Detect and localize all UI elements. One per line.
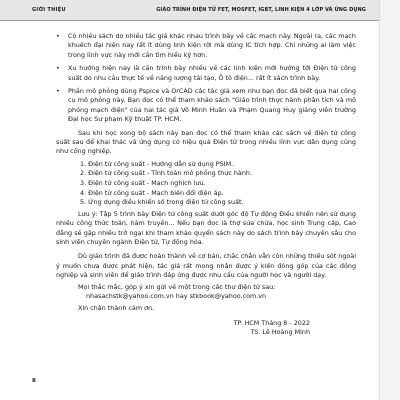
bullet-icon: •	[56, 87, 60, 96]
page-body	[56, 32, 356, 338]
bullet-text: Có nhiều sách do nhiều tác giả khác nhau trình bày về các mạch này. Ngoài ra, các mạch khuếch đại hiện nay rất ít dùng linh kiện rời mà dùng IC tích hợp. Chỉ những ai làm việc trong lĩnh vực này mới cần tìm hiểu kỹ hơn.	[68, 32, 356, 59]
contact-paragraph: Mọi thắc mắc, góp ý xin gửi về một trong các thư điện tử sau:	[78, 282, 276, 291]
closing-paragraph: Dù giáo trình đã được hoàn thành về cơ bản, chắc chắn vẫn còn những thiếu sót ngoài ý muốn chưa được phát hiện, tác giả rất mong nhận được ý kiến đóng góp của các đồng nghiệp và sinh viên để giáo trình đáp ứng được nhu cầu của người học và người dạy.	[56, 252, 356, 280]
bullet-text: Phần mô phỏng dùng Pspice và OrCAD các tác giả xem như bạn đọc đã biết qua hai công cụ mô phỏng này. Bạn đọc có thể tham khảo sách "Giáo trình thực hành phân tích và mô phỏng mạch điện" của hai tác giả Võ Minh Huân và Phạm Quang Huy giảng viên trường Đại học Sư phạm Kỹ thuật TP. HCM.	[68, 87, 356, 124]
thanks-line: Xin chân thành cảm ơn.	[78, 303, 155, 312]
contact-emails: nhasachstk@yahoo.com.vn hay stkbook@yahoo.com.vn	[86, 292, 267, 301]
signature-author: TS. Lê Hoàng Minh	[250, 328, 310, 337]
signature-date: TP. HCM Tháng 8 - 2022	[233, 318, 310, 327]
bullet-item	[56, 64, 356, 83]
page-number: 8	[32, 378, 36, 384]
bullet-item	[56, 32, 356, 60]
bullet-icon: •	[56, 32, 60, 40]
bullet-item	[56, 87, 356, 125]
header-book-title: GIÁO TRÌNH ĐIỆN TỬ FET, MOSFET, IGBT, LINH KIỆN 4 LỚP VÀ ỨNG DỤNG	[156, 7, 366, 13]
note-paragraph: Lưu ý: Tập 5 trình bày Điện tử công suất dưới góc độ Tự động Điều khiển nên sử dụng nhiều công thức toán, hàm truyền... Nếu bạn đọc là thợ sửa chữa, học sinh Trung cấp, Cao đẳng sẽ gặp nhiều trở ngại khi tham khảo quyển sách này do sách trình bày chuyên sâu cho sinh viên chuyên ngành Điện tử, Tự động hóa.	[56, 209, 356, 247]
header-section-title: GIỚI THIỆU	[32, 7, 66, 13]
page-edge	[379, 0, 400, 400]
reference-item: 1. Điện tử công suất - Hướng dẫn sử dụng PSIM.	[80, 159, 234, 168]
reference-list	[56, 160, 356, 208]
intro-paragraph: Sau khi học xong bộ sách này bạn đọc có thể tham khảo các sách về điện tử công suất sau để khai thác và ứng dụng có hiệu quả Điện tử trong nhiều lĩnh vực dân dụng cũng như công nghiệp.	[56, 128, 356, 156]
reference-item: 3. Điện tử công suất - Mạch nghịch lưu.	[80, 179, 206, 188]
bullet-list	[56, 32, 356, 125]
reference-item: 5. Ứng dụng điều khiển số trong điện tử công suất.	[80, 198, 244, 207]
reference-item: 2. Điện tử công suất - Tính toán mô phỏng thực hành.	[80, 169, 252, 178]
bullet-icon: •	[56, 64, 60, 73]
bullet-text: Xu hướng hiện nay là cần trình bày nhiều về các linh kiện mới hướng tới Điện tử công suất do nhu cầu thực tế về năng lượng tái tạo, Ô tô điện... rất ít sách trình bày.	[68, 64, 356, 82]
running-header	[0, 0, 400, 21]
reference-item: 4. Điện tử công suất - Mạch biến đổi điện áp.	[80, 188, 224, 197]
